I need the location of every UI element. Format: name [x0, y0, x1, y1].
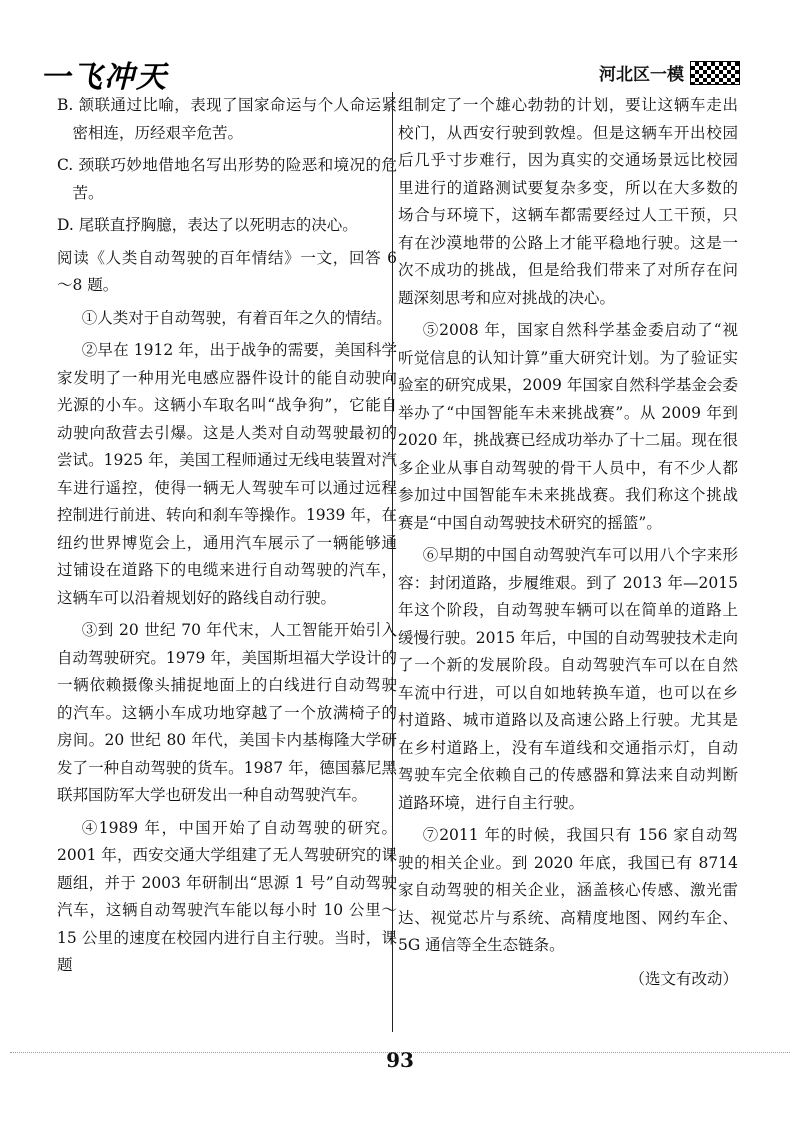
question-intro: 阅读《人类自动驾驶的百年情结》一文，回答 6～8 题。	[57, 248, 397, 294]
article-paragraph-3: ③到 20 世纪 70 年代末，人工智能开始引入自动驾驶研究。1979 年，美国斯坦福大学设计的一辆依赖摄像头捕捉地面上的白线进行自动驾驶的汽车。这辆小车成功地穿越了一个放满椅子的房间。20 世纪 80 年代，美国卡内基梅隆大学研发了一种自动驾驶的货车。1987 年，德国慕尼黑联邦国防军大学也研发出一种自动驾驶汽车。	[57, 621, 397, 804]
option-d: D. 尾联直抒胸臆，表达了以死明志的决心。	[57, 216, 358, 234]
article-paragraph-4-continued: 组制定了一个雄心勃勃的计划，要让这辆车走出校门，从西安行驶到敦煌。但是这辆车开出校园后几乎寸步难行，因为真实的交通场景远比校园里进行的道路测试要复杂多变，所以在大多数的场合与环境下，这辆车都需要经过人工干预，只有在沙漠地带的公路上才能平稳地行驶。这是一次不成功的挑战，但是给我们带来了对所存在问题深刻思考和应对挑战的决心。	[398, 96, 738, 307]
article-paragraph-6: ⑥早期的中国自动驾驶汽车可以用八个字来形容：封闭道路，步履维艰。到了 2013 年—2015 年这个阶段，自动驾驶车辆可以在简单的道路上缓慢行驶。2015 年后，中国的自动驾驶技术走向了一个新的发展阶段。自动驾驶汽车可以在自然车流中行进，可以自如地转换车道，也可以在乡村道路、城市道路以及高速公路上行驶。尤其是在乡村道路上，没有车道线和交通指示灯，自动驾驶车完全依赖自己的传感器和算法来自动判断道路环境，进行自主行驶。	[398, 546, 738, 812]
left-column	[57, 92, 397, 985]
option-c: C. 颈联巧妙地借地名写出形势的险恶和境况的危苦。	[57, 156, 397, 202]
option-b: B. 颔联通过比喻，表现了国家命运与个人命运紧密相连，历经艰辛危苦。	[57, 96, 397, 142]
article-paragraph-7: ⑦2011 年的时候，我国只有 156 家自动驾驶的相关企业。到 2020 年底，我国已有 8714 家自动驾驶的相关企业，涵盖核心传感、激光雷达、视觉芯片与系统、高精度地图、网约车企、5G 通信等全生态链条。	[398, 826, 738, 954]
article-paragraph-5: ⑤2008 年，国家自然科学基金委启动了“视听觉信息的认知计算”重大研究计划。为了验证实验室的研究成果，2009 年国家自然科学基金会委举办了“中国智能车未来挑战赛”。从 2009 年到 2020 年，挑战赛已经成功举办了十二届。现在很多企业从事自动驾驶的骨干人员中，有不少人都参加过中国智能车未来挑战赛。我们称这个挑战赛是“中国自动驾驶技术研究的摇篮”。	[398, 321, 738, 532]
page-number: 93	[386, 1048, 414, 1072]
page-header	[40, 52, 740, 95]
section-title: 河北区一模	[599, 65, 684, 85]
article-paragraph-2: ②早在 1912 年，出于战争的需要，美国科学家发明了一种用光电感应器件设计的能自动驶向光源的小车。这辆小车取名叫“战争狗”，它能自动驶向敌营去引爆。这是人类对自动驾驶最初的尝试。1925 年，美国工程师通过无线电装置对汽车进行遥控，使得一辆无人驾驶车可以通过远程控制进行前进、转向和刹车等操作。1939 年，在纽约世界博览会上，通用汽车展示了一辆能够通过铺设在道路下的电缆来进行自动驾驶的汽车，这辆车可以沿着规划好的路线自动行驶。	[57, 341, 397, 607]
article-paragraph-1: ①人类对于自动驾驶，有着百年之久的情结。	[81, 308, 392, 327]
brand-logo: 一飞冲天	[40, 60, 168, 95]
section-label	[599, 60, 740, 85]
source-note: （选文有改动）	[629, 969, 738, 988]
right-column	[398, 92, 738, 998]
checker-pattern-icon	[690, 61, 740, 85]
article-paragraph-4: ④1989 年，中国开始了自动驾驶的研究。2001 年，西安交通大学组建了无人驾驶研究的课题组，并于 2003 年研制出“思源 1 号”自动驾驶汽车，这辆自动驾驶汽车能以每小时 10 公里～15 公里的速度在校园内进行自主行驶。当时，课题	[57, 818, 397, 974]
